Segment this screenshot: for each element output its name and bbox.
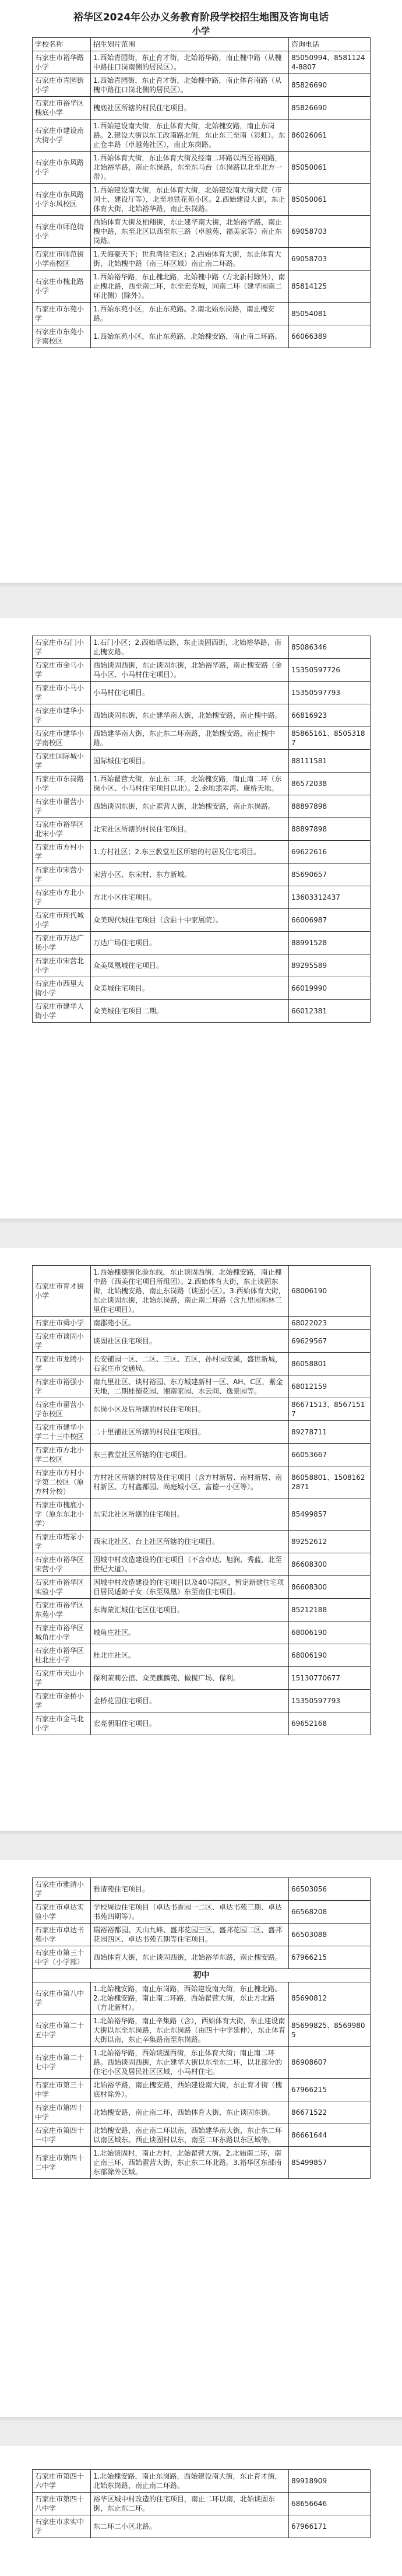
phone-cell: 85690812 [289,1982,371,2015]
table-body [33,1266,371,1735]
school-name-cell: 石家庄市建华小学南校区 [33,727,91,750]
header-school: 学校名称 [33,38,91,51]
enrollment-range-cell: 长安铺园一区、二区、三区、五区，孙村园安溪，盛世新城，石家庄市交通局。 [91,1353,289,1375]
school-name-cell: 石家庄市方北小学二校区 [33,1444,91,1466]
table-body [33,636,371,1023]
table-row [33,74,371,97]
enrollment-range-cell: 北始裕华路，南止槐安路，西始建设南大街，东止育才街（槐底村除外）。 [91,2079,289,2101]
school-name-cell: 石家庄市裕华区杜北庄小学 [33,1644,91,1667]
table-row [33,1421,371,1444]
table-row [33,727,371,750]
enrollment-range-cell: 众美城住宅项目二期。 [91,1000,289,1023]
table-row [33,1444,371,1466]
enrollment-range-cell: 因城中村改造建设的住宅项目（不含卓达、旭润、秀蓝，北至世纪大道）。 [91,1553,289,1576]
school-name-cell: 石家庄市金桥小学 [33,1690,91,1712]
enrollment-range-cell: 因城中村改造建设的住宅项目以及40号院区，暂定新建住宅项目居民适龄子女（东至凤凰）东至南住宅项目。 [91,1576,289,1599]
phone-cell: 66066389 [289,325,371,348]
school-name-cell: 石家庄市求实中学 [33,2515,91,2538]
section-label-middle-school: 初中 [33,1969,371,1982]
phone-cell: 67966215 [289,2079,371,2101]
phone-cell: 13603312437 [289,886,371,909]
table-row [33,1924,371,1946]
phone-cell: 85050061 [289,152,371,184]
school-name-cell: 石家庄市翟营小学 [33,795,91,818]
table-row [33,1498,371,1531]
middle-school-section-row [33,1969,371,1982]
phone-cell: 85865161、85053187 [289,727,371,750]
enrollment-range-cell: 1.石门小区；2.西始塔坛路，东止谈固西街，北始裕华路，南止槐安路。 [91,636,289,659]
table-row [33,864,371,886]
school-name-cell: 石家庄市槐底小学（原东东北小学） [33,1498,91,1531]
school-name-cell: 石家庄市槐北路小学 [33,271,91,303]
enrollment-range-cell: 1.西始东苑小区，东止东苑路。2.南北始东岗路，南止槐安路。 [91,303,289,325]
school-name-cell: 石家庄市宋营北小学 [33,954,91,977]
page-3-content [32,1265,370,1735]
table-row [33,1644,371,1667]
school-name-cell: 石家庄市第八中学 [33,1982,91,2015]
page-5 [0,2446,402,2576]
school-name-cell: 石家庄市石门小学 [33,636,91,659]
table-row [33,636,371,659]
phone-cell: 86026061 [289,120,371,152]
table-row [33,795,371,818]
school-name-cell: 石家庄市翟营小学东校区 [33,1398,91,1421]
table-row [33,1901,371,1924]
phone-cell: 15350597793 [289,1690,371,1712]
phone-cell: 85086346 [289,636,371,659]
table-row [33,303,371,325]
middle-school-table-5 [32,2469,371,2538]
table-row [33,2015,371,2047]
phone-cell: 66006987 [289,909,371,932]
enrollment-range-cell: 西始谈固东街，东止建华南大街，北始槐安路，南止槐中路。 [91,704,289,727]
table-row [33,2470,371,2493]
phone-cell: 85212188 [289,1599,371,1622]
enrollment-range-cell: 1.北始槐安路，南止东岗路，西始建设南大街，东止槐北路。2.北始槐安路，南止南二环路，西始翟营大街，东止方北路（方北新村）。 [91,1982,289,2015]
school-name-cell: 石家庄市第四十二中学 [33,2147,91,2179]
enrollment-range-cell: 南郡苑小区。 [91,1317,289,1330]
school-name-cell: 石家庄市第二十七中学 [33,2047,91,2079]
phone-cell: 69058703 [289,248,371,271]
enrollment-range-cell: 南九里社区、谈村裕园、东方城建新村一区、AH、C区，紫金天地，二期桂蜀花园、湘南家园、水云间、逸景园等。 [91,1375,289,1398]
table-row [33,2079,371,2101]
school-name-cell: 石家庄市金马小学 [33,659,91,682]
enrollment-range-cell: 城角庄社区。 [91,1622,289,1644]
page-4-content [32,1877,370,2179]
school-name-cell: 石家庄市裕强小学 [33,1375,91,1398]
school-name-cell: 石家庄市东风路小学东风校区 [33,184,91,216]
header-range: 招生划片范围 [91,38,289,51]
school-name-cell: 石家庄市方北小学 [33,886,91,909]
phone-cell: 68006190 [289,1266,371,1317]
table-row [33,1690,371,1712]
phone-cell: 66568208 [289,1901,371,1924]
enrollment-range-cell: 裕华区城中村改造的住宅项目，南止二环以南，北始谈固东街，东止东二环。 [91,2493,289,2515]
school-name-cell: 石家庄市宋营小学 [33,864,91,886]
school-name-cell: 石家庄市裕华路小学 [33,51,91,74]
school-name-cell: 石家庄市建华小学二十三中校区 [33,1421,91,1444]
page-1-content [32,10,370,348]
phone-cell: 66012381 [289,1000,371,1023]
school-name-cell: 石家庄市裕华区实验小学 [33,1576,91,1599]
enrollment-range-cell: 学校周边住宅项目（卓达书香园一二区、卓达书苑三期、卓达书苑四期等）。 [91,1901,289,1924]
page-5-content [32,2469,370,2538]
school-table-4 [32,1877,371,2179]
school-name-cell: 石家庄市青园街小学 [33,74,91,97]
page-3 [0,1248,402,1831]
enrollment-range-cell: 宏亮朝阳住宅项目。 [91,1712,289,1735]
phone-cell: 69622616 [289,841,371,864]
school-name-cell: 石家庄市小马小学 [33,682,91,704]
table-row [33,932,371,954]
page-2 [0,618,402,1219]
table-body [33,51,371,348]
table-row [33,1576,371,1599]
table-row [33,1317,371,1330]
enrollment-range-cell: 西始谈固西街，东止谈固东街，北始裕华路，南止槐安路（金马小区、小马村住宅项目）。 [91,659,289,682]
enrollment-range-cell: 东宋北社区所辖的住宅项目。 [91,1498,289,1531]
phone-cell: 85826690 [289,74,371,97]
enrollment-range-cell: 北始槐安路，南止南二环，西始体育大街，东止谈固东街。 [91,2101,289,2124]
enrollment-range-cell: 1.西始槐德街化验东线，东止谈固西街，北始槐安路，南止槐中路（西美住宅项目所组团）。2.西始体育大街，东止谈固东街，北始槐安路，南止东岗路（谈固小区）。3.西始体育大街，东止谈固东街，北始东岗路，南止南二环路（含九里园和林三里住宅项目）。 [91,1266,289,1317]
phone-cell: 88111581 [289,750,371,773]
table-row [33,1375,371,1398]
school-name-cell: 石家庄市第四十一中学 [33,2124,91,2147]
enrollment-range-cell: 1.北始谈固村，南止方村，北始翟营大街。2.北始南二环，南止南三环，西始翟营大街，东止东二环北路。3.裕华区东部南东部除外区域。 [91,2147,289,2179]
school-name-cell: 石家庄市裕华区北宋小学 [33,818,91,841]
enrollment-range-cell: 北始槐安路，南止南二环以南，西始建华南大街，东止东二环以南区域东、西止谈固村以东，南至二环东路以东区域等。 [91,2124,289,2147]
table-row [33,704,371,727]
school-name-cell: 石家庄市现代城小学 [33,909,91,932]
school-name-cell: 石家庄市塔冢小学 [33,1531,91,1553]
phone-cell: 15350597793 [289,682,371,704]
table-row [33,909,371,932]
phone-cell: 86058801、15081622871 [289,1466,371,1498]
school-name-cell: 石家庄市第二十五中学 [33,2015,91,2047]
enrollment-range-cell: 1.北始裕华路，南止辛集路（含），西始体育大街，东止建设南大街以东至东岗路，东止东岗路（由四十中学延伸），东止体育大街以南，东止辛集路南至东岗路。 [91,2015,289,2047]
enrollment-range-cell: 方村社区所辖的村居及住宅项目（含方村新居、南村新居、南村新区、方村鑫都园、尚庭城小区、富德一小区等）。 [91,1466,289,1498]
table-body [33,1878,371,1969]
enrollment-range-cell: 谈固社区住宅项目。 [91,1330,289,1353]
school-name-cell: 石家庄市东苑小学 [33,303,91,325]
table-row [33,750,371,773]
phone-cell: 85499857 [289,1498,371,1531]
phone-cell: 66816923 [289,704,371,727]
page-1 [0,0,402,583]
school-name-cell: 石家庄市舜小学 [33,1317,91,1330]
school-name-cell: 石家庄市龙腾小学 [33,1353,91,1375]
enrollment-range-cell: 北宋社区所辖的村民住宅项目。 [91,818,289,841]
table-row [33,248,371,271]
table-row [33,1466,371,1498]
table-row [33,1946,371,1969]
enrollment-range-cell: 1.西始体育大街，东止体育大街及经南二环路以西至裕翔路，北始裕华路，南止东岗路，东至东马台（东岗路以北至北方一带）。 [91,152,289,184]
table-row [33,1553,371,1576]
phone-cell: 86058801 [289,1353,371,1375]
table-row [33,325,371,348]
page-4 [0,1860,402,2417]
table-row [33,1531,371,1553]
school-name-cell: 石家庄市万达广场小学 [33,932,91,954]
phone-cell: 66053667 [289,1444,371,1466]
enrollment-range-cell: 西始体育大街，东止谈固西街，北始裕华东路，南止槐安路。 [91,1946,289,1969]
phone-cell: 88897898 [289,795,371,818]
enrollment-range-cell: 1.天海豪天下；世典湾住宅区；2.西始体育大街，东止体育大街，北始槐中路（南三环区域）南止南二环路。 [91,248,289,271]
table-row [33,841,371,864]
school-name-cell: 石家庄市裕华区槐底小学 [33,97,91,120]
phone-cell: 85814125 [289,271,371,303]
table-row [33,2493,371,2515]
table-row [33,120,371,152]
enrollment-range-cell: 1.西始翟营大街，东止东二环，北始槐安路，南止南二环（东岗小区、小马村住宅项目以北）。2.金地翡翠湾、康桥天地。 [91,773,289,795]
school-name-cell: 石家庄市裕华区宋营小学 [33,1553,91,1576]
phone-cell: 66019990 [289,977,371,1000]
table-row [33,1982,371,2015]
section-subtitle-primary: 小学 [192,26,210,36]
enrollment-range-cell: 1.西始青园街，东止育才街，北始裕华路，南止槐中路（从槐中路往口岗南侧的居民区）。 [91,51,289,74]
enrollment-range-cell: 1.西始东苑小区，东止东苑路，北始槐安路，南止南二环路。 [91,325,289,348]
table-row [33,51,371,74]
school-name-cell: 石家庄市师范街小学 [33,216,91,248]
table-row [33,659,371,682]
phone-cell: 68656646 [289,2493,371,2515]
table-row [33,1330,371,1353]
enrollment-range-cell: 西宋北社区、台上社区所辖的住宅项目。 [91,1531,289,1553]
table-row [33,184,371,216]
school-name-cell: 石家庄市建华大街小学 [33,1000,91,1023]
phone-cell: 86661644 [289,2124,371,2147]
table-row [33,216,371,248]
phone-cell: 68006190 [289,1622,371,1644]
enrollment-range-cell: 众美城住宅项目。 [91,977,289,1000]
school-name-cell: 石家庄市师范街小学南校区 [33,248,91,271]
school-name-cell: 石家庄市育才街小学 [33,1266,91,1317]
table-row [33,1266,371,1317]
phone-cell: 89252612 [289,1531,371,1553]
phone-cell: 68012159 [289,1375,371,1398]
table-row [33,954,371,977]
table-row [33,886,371,909]
school-name-cell: 石家庄市裕华区城角庄小学 [33,1622,91,1644]
school-name-cell: 石家庄市第四十六中学 [33,2470,91,2493]
phone-cell: 69652168 [289,1712,371,1735]
enrollment-range-cell: 1.西始建设南大街，东止体育大街，北始建设南大街大院（市国土、建设厅等），北至地铁花苑小区。2.西始建设大街，东止体育大街，北始裕华路，南止东岗路。 [91,184,289,216]
enrollment-range-cell: 宋营小区、东宋村、东方新城。 [91,864,289,886]
enrollment-range-cell: 1.西始建设南大街，东止体育大街，北始槐安路，南止东岗路。2.建设大街以东工改南路北侧，东止东三至南（彩虹）。东止仓丰路（卓越苑社区），南止东岗路。 [91,120,289,152]
school-name-cell: 石家庄市东风路小学 [33,152,91,184]
table-row [33,271,371,303]
phone-cell: 85690657 [289,864,371,886]
table-row [33,1622,371,1644]
table-row [33,977,371,1000]
phone-cell: 86608300 [289,1576,371,1599]
phone-cell: 89278711 [289,1421,371,1444]
enrollment-range-cell: 瑞裕裕都园、天山九峰、盛邦花园三区、盛邦花园二区、盛邦花园四区、卓达书苑五期等住宅项目。 [91,1924,289,1946]
school-name-cell: 石家庄市西里大街小学 [33,977,91,1000]
enrollment-range-cell: 东海蒙汇城住宅区住宅项目。 [91,1599,289,1622]
phone-cell: 67966215 [289,1946,371,1969]
phone-cell: 85054081 [289,303,371,325]
enrollment-range-cell: 东二环二小区北路。 [91,2515,289,2538]
school-name-cell: 石家庄市卓达实验小学 [33,1901,91,1924]
phone-cell: 85826690 [289,97,371,120]
phone-cell: 66503056 [289,1878,371,1901]
enrollment-range-cell: 1.北始槐安路，南止东岗路，西始建设南大街，东止育才街，北始东岗路，南止南二环路。 [91,2470,289,2493]
phone-cell: 68022023 [289,1317,371,1330]
phone-cell: 66503088 [289,1924,371,1946]
phone-cell: 86671522 [289,2101,371,2124]
school-name-cell: 石家庄市雅清小学 [33,1878,91,1901]
phone-cell: 86671513、85671517 [289,1398,371,1421]
enrollment-range-cell: 国际城住宅项目。 [91,750,289,773]
phone-cell: 85499857 [289,2147,371,2179]
enrollment-range-cell: 槐底社区所辖的村民住宅项目。 [91,97,289,120]
enrollment-range-cell: 方北小区住宅项目。 [91,886,289,909]
table-row [33,1878,371,1901]
document-title: 裕华区2024年公办义务教育阶段学校招生地图及咨询电话 [73,12,329,23]
enrollment-range-cell: 金桥花园住宅项目。 [91,1690,289,1712]
table-row [33,1000,371,1023]
header-phone: 咨询电话 [289,38,371,51]
school-name-cell: 石家庄市第三十中学（小学部） [33,1946,91,1969]
enrollment-range-cell: 1.西始青园街，东止育才街，北始槐中路，南止体育南路（从槐中路往口岗北侧的居民区）。 [91,74,289,97]
enrollment-range-cell: 西始建华南大街，东止东二环南路，北始槐安路，南止槐中路。 [91,727,289,750]
enrollment-range-cell: 1.西始裕华路，东止槐北路，北始槐中路（方北新村除外），南止槐北路，西至南二环，东至宏亮城，同南二环（建华园南二环北侧）(除外）。 [91,271,289,303]
phone-cell: 86908607 [289,2047,371,2079]
table-row [33,1667,371,1690]
page-2-content [32,636,370,1023]
primary-school-table-2 [32,636,371,1023]
enrollment-range-cell: 1.北始裕华路，西始谈固西街，东止体育大街；南止南二环路。西始谈固西街，东止建华大街以东至东二环，以北部分的住宅小区及居民社区区域，小马村住宅。 [91,2047,289,2079]
phone-cell: 15130770677 [289,1667,371,1690]
school-name-cell: 石家庄市谈固小学 [33,1330,91,1353]
school-name-cell: 石家庄市裕华区东苑小学 [33,1599,91,1622]
school-name-cell: 石家庄市第四十八中学 [33,2493,91,2515]
phone-cell: 69629567 [289,1330,371,1353]
table-row [33,2047,371,2079]
school-name-cell: 石家庄市建设南大街小学 [33,120,91,152]
enrollment-range-cell: 二十里铺社区所辖的村民住宅项目。 [91,1421,289,1444]
school-name-cell: 石家庄市方村小学 [33,841,91,864]
school-name-cell: 石家庄市东苑小学南校区 [33,325,91,348]
school-name-cell: 石家庄市金马北小学 [33,1712,91,1735]
phone-cell: 85050061 [289,184,371,216]
table-row [33,818,371,841]
school-name-cell: 石家庄市建华小学 [33,704,91,727]
enrollment-range-cell: 西始体育大街及柏翔街，东止建华南大街，北始裕华路，南止槐中路，东至北区以西至东三路（卓越苑、福美家等）南止东岗路。 [91,216,289,248]
enrollment-range-cell: 雅清苑住宅项目。 [91,1878,289,1901]
table-row [33,682,371,704]
enrollment-range-cell: 万达广场住宅项目。 [91,932,289,954]
table-row [33,2101,371,2124]
phone-cell: 86608300 [289,1553,371,1576]
school-name-cell: 石家庄市天山小学 [33,1667,91,1690]
enrollment-range-cell: 东三教堂社区所辖的住宅项目。 [91,1444,289,1466]
phone-cell: 88897898 [289,818,371,841]
school-name-cell: 石家庄市卓达书苑小学 [33,1924,91,1946]
phone-cell: 85050994、85811244-8807 [289,51,371,74]
enrollment-range-cell: 保利茉莉公馆、众美麒麟苑、橄榄广场、保利。 [91,1667,289,1690]
enrollment-range-cell: 东岗小区及后所辖的村民住宅项目。 [91,1398,289,1421]
school-name-cell: 石家庄国际城小学 [33,750,91,773]
table-row [33,2124,371,2147]
school-name-cell: 石家庄市方村小学第二校区（原方村分校） [33,1466,91,1498]
phone-cell: 69058703 [289,216,371,248]
phone-cell: 86572038 [289,773,371,795]
table-row [33,152,371,184]
table-row [33,1353,371,1375]
phone-cell: 89295589 [289,954,371,977]
table-row [33,2515,371,2538]
table-row [33,773,371,795]
school-name-cell: 石家庄市第三十中学 [33,2079,91,2101]
enrollment-range-cell: 杜北庄社区。 [91,1644,289,1667]
phone-cell: 15350597726 [289,659,371,682]
phone-cell: 89918909 [289,2470,371,2493]
table-row [33,97,371,120]
table-row [33,1712,371,1735]
table-header-row [33,38,371,51]
enrollment-range-cell: 西始谈固东街，东止翟营大街，北始槐安路，南止东岗路。 [91,795,289,818]
phone-cell: 68006190 [289,1644,371,1667]
table-row [33,1599,371,1622]
phone-cell: 88991528 [289,932,371,954]
phone-cell: 67966171 [289,2515,371,2538]
phone-cell: 85699825、85699805 [289,2015,371,2047]
table-body [33,1982,371,2179]
enrollment-range-cell: 众美凤凰城住宅项目。 [91,954,289,977]
table-row [33,2147,371,2179]
enrollment-range-cell: 1.方村社区；2.东三教堂社区所辖的村居及住宅项目。 [91,841,289,864]
enrollment-range-cell: 众美现代城住宅项目（含駐十中家属院）。 [91,909,289,932]
enrollment-range-cell: 小马村住宅项目。 [91,682,289,704]
school-name-cell: 石家庄市东岗路小学 [33,773,91,795]
school-name-cell: 石家庄市第四十中学 [33,2101,91,2124]
table-row [33,1398,371,1421]
table-body [33,2470,371,2538]
primary-school-table-3 [32,1265,371,1735]
primary-school-table-1 [32,37,371,348]
